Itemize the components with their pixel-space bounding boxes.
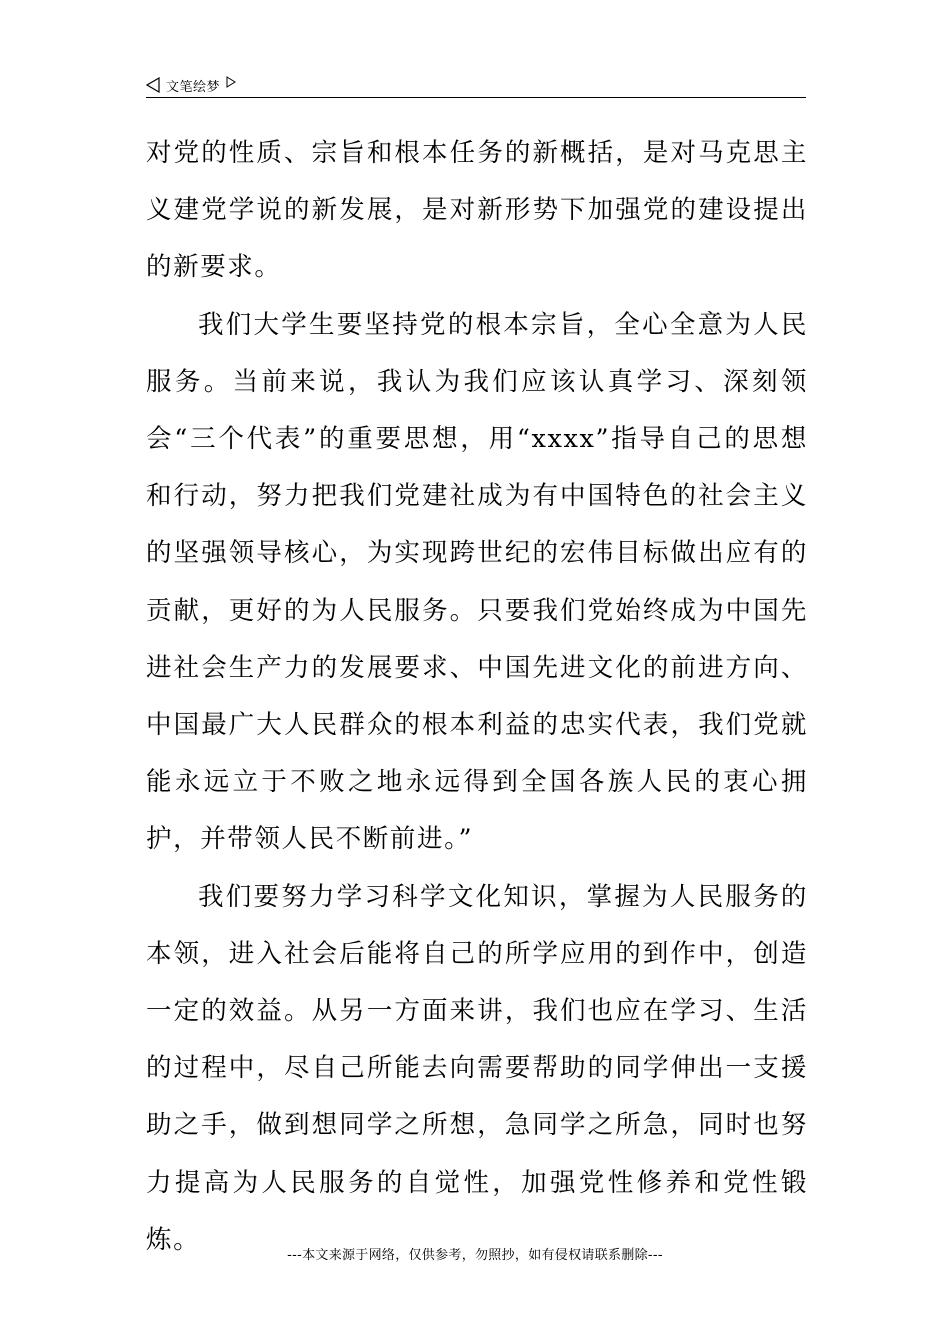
paragraph: 对党的性质、宗旨和根本任务的新概括，是对马克思主义建党学说的新发展，是对新形势下加强党的建设提出的新要求。 (146, 138, 808, 283)
paragraph: 我们要努力学习科学文化知识，掌握为人民服务的本领，进入社会后能将自己的所学应用的到作中，创造一定的效益。从另一方面来讲，我们也应在学习、生活的过程中，尽自己所能去向需要帮助的同学伸出一支援助之手，做到想同学之所想，急同学之所急，同时也努力提高为人民服务的自觉性，加强党性修养和党性锻炼。 (146, 881, 808, 1255)
triangle-right-icon (226, 76, 236, 88)
document-body (146, 125, 808, 1269)
header-divider (146, 97, 806, 98)
paragraph: 我们大学生要坚持党的根本宗旨，全心全意为人民服务。当前来说，我认为我们应该认真学习、深刻领会“三个代表”的重要思想，用“xxxx”指导自己的思想和行动，努力把我们党建社成为有中国特色的社会主义的坚强领导核心，为实现跨世纪的宏伟目标做出应有的贡献，更好的为人民服务。只要我们党始终成为中国先进社会生产力的发展要求、中国先进文化的前进方向、中国最广大人民群众的根本利益的忠实代表，我们党就能永远立于不败之地永远得到全国各族人民的衷心拥护，并带领人民不断前进。” (146, 309, 808, 855)
page-header (146, 74, 806, 96)
page-footer: ---本文来源于网络，仅供参考，勿照抄，如有侵权请联系删除--- (287, 1248, 663, 1263)
triangle-left-icon (146, 77, 160, 93)
header-title: 文笔绘梦 (166, 79, 221, 95)
